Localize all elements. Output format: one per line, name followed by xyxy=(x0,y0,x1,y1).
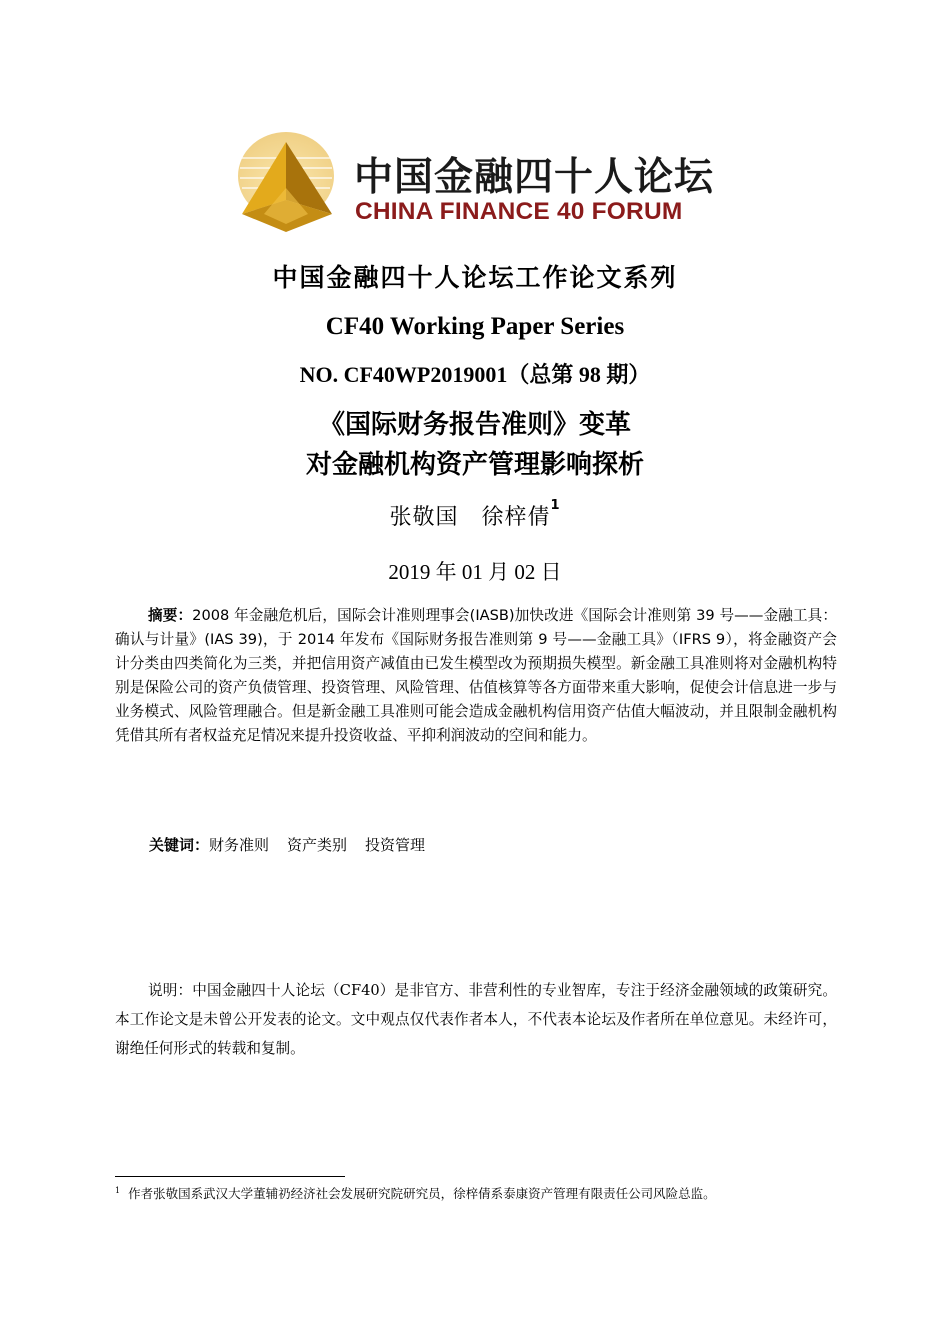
footnote-text: 作者张敬国系武汉大学董辅礽经济社会发展研究院研究员，徐梓倩系泰康资产管理有限责任公司风险总监。 xyxy=(128,1186,716,1201)
publication-date: 2019 年 01 月 02 日 xyxy=(388,560,562,584)
footnote xyxy=(115,1184,716,1202)
abstract-label: 摘要： xyxy=(148,607,193,624)
footnote-divider xyxy=(115,1176,345,1177)
pyramid-logo-icon xyxy=(234,128,344,236)
abstract-text: 2008 年金融危机后，国际会计准则理事会(IASB)加快改进《国际会计准则第 39 号——金融工具：确认与计量》(IAS 39)，于 2014 年发布《国际财务报告准则第 9 号——金融工具》（IFRS 9），将金融资产会计分类由四类简化为三类，并把信用资产减值由已发生模型改为预期损失模型。新金融工具准则将对金融机构特别是保险公司的资产负债管理、投资管理、风险管理、估值核算等各方面带来重大影响，促使会计信息进一步与业务模式、风险管理融合。但是新金融工具准则可能会造成金融机构信用资产估值大幅波动，并且限制金融机构凭借其所有者权益充足情况来提升投资收益、平抑利润波动的空间和能力。 xyxy=(115,607,837,744)
forum-logo xyxy=(234,128,714,236)
abstract xyxy=(115,604,837,748)
authors xyxy=(0,500,950,531)
series-number: NO. CF40WP2019001（总第 98 期） xyxy=(299,362,651,387)
keywords xyxy=(149,834,443,855)
series-title-cn: 中国金融四十人论坛工作论文系列 xyxy=(272,263,678,292)
footnote-mark: 1 xyxy=(115,1185,121,1195)
series-title-en: CF40 Working Paper Series xyxy=(325,313,625,340)
keyword-item: 资产类别 xyxy=(287,836,348,854)
paper-title-line2: 对金融机构资产管理影响探析 xyxy=(305,450,644,480)
author-footnote-mark: 1 xyxy=(550,498,561,513)
logo-english-name: CHINA FINANCE 40 FORUM xyxy=(355,198,683,225)
keyword-item: 财务准则 xyxy=(209,836,270,854)
author-names: 张敬国 徐梓倩 xyxy=(389,505,551,530)
logo-chinese-name: 中国金融四十人论坛 xyxy=(354,155,715,200)
keyword-item: 投资管理 xyxy=(365,836,426,854)
keywords-label: 关键词： xyxy=(149,836,210,854)
disclaimer-note: 说明：中国金融四十人论坛（CF40）是非官方、非营利性的专业智库，专注于经济金融领域的政策研究。本工作论文是未曾公开发表的论文。文中观点仅代表作者本人，不代表本论坛及作者所在单位意见。未经许可，谢绝任何形式的转载和复制。 xyxy=(115,982,837,1057)
paper-title-line1: 《国际财务报告准则》变革 xyxy=(318,410,631,440)
